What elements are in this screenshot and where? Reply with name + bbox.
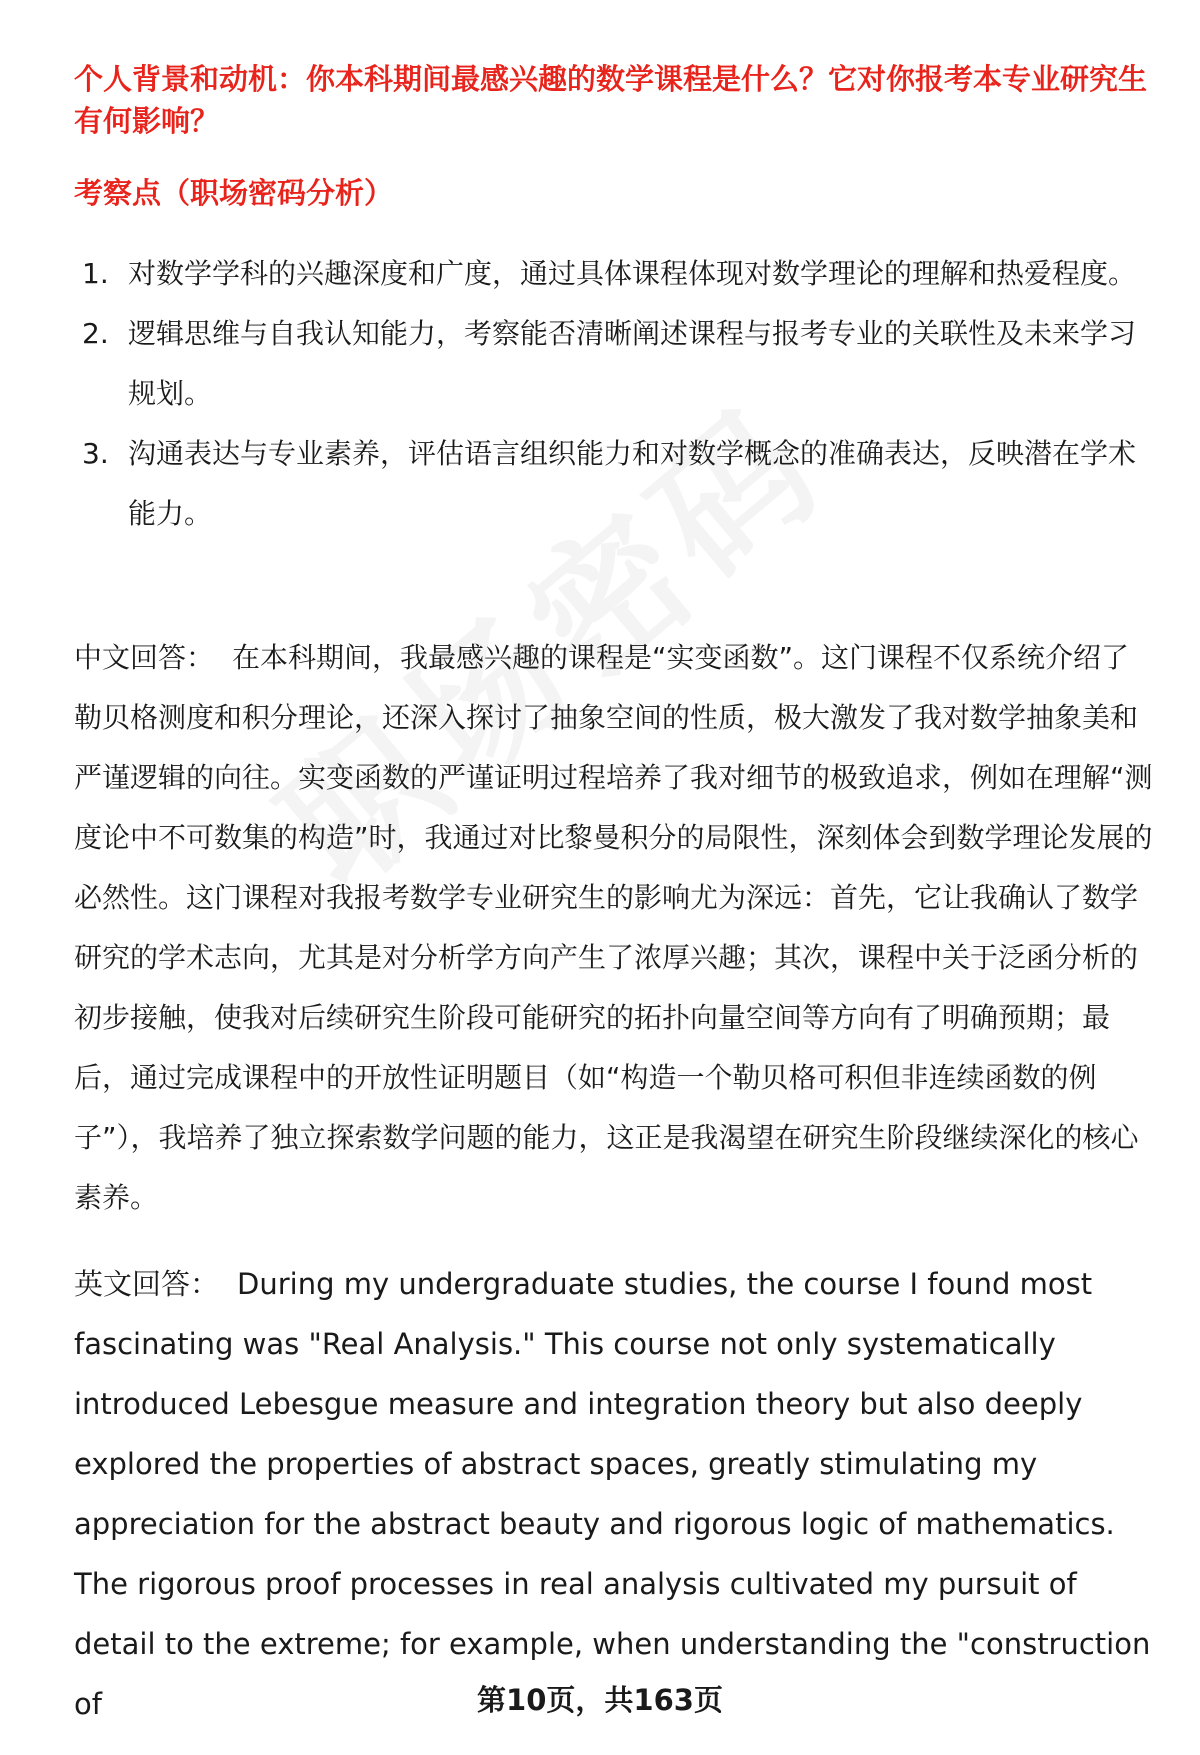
list-item-number: 1.: [82, 257, 109, 290]
list-item: [82, 424, 1152, 544]
question-heading: 个人背景和动机：你本科期间最感兴趣的数学课程是什么？它对你报考本专业研究生有何影响？: [74, 62, 1148, 138]
list-item-number: 3.: [82, 437, 109, 470]
list-item: [82, 304, 1152, 424]
list-item-text: 对数学学科的兴趣深度和广度，通过具体课程体现对数学理论的理解和热爱程度。: [128, 257, 1137, 290]
chinese-answer-text: 在本科期间，我最感兴趣的课程是“实变函数”。这门课程不仅系统介绍了勒贝格测度和积分理论，还深入探讨了抽象空间的性质，极大激发了我对数学抽象美和严谨逻辑的向往。实变函数的严谨证明过程培养了我对细节的极致追求，例如在理解“测度论中不可数集的构造”时，我通过对比黎曼积分的局限性，深刻体会到数学理论发展的必然性。这门课程对我报考数学专业研究生的影响尤为深远：首先，它让我确认了数学研究的学术志向，尤其是对分析学方向产生了浓厚兴趣；其次，课程中关于泛函分析的初步接触，使我对后续研究生阶段可能研究的拓扑向量空间等方向有了明确预期；最后，通过完成课程中的开放性证明题目（如“构造一个勒贝格可积但非连续函数的例子”），我培养了独立探索数学问题的能力，这正是我渴望在研究生阶段继续深化的核心素养。: [74, 641, 1153, 1214]
list-item-text: 逻辑思维与自我认知能力，考察能否清晰阐述课程与报考专业的关联性及未来学习规划。: [128, 317, 1137, 410]
assessment-points-list: [82, 244, 1152, 544]
list-item-number: 2.: [82, 317, 109, 350]
english-answer-text: During my undergraduate studies, the course I found most fascinating was "Real Analysis." This course not only systematically introduced Lebesgue measure and integration theory but also deeply explored the properties of abstract spaces, greatly stimulating my appreciation for the abstract beauty and rigorous logic of mathematics. The rigorous proof processes in real analysis cultivated my pursuit of detail to the extreme; for example, when understanding the "construction of: [74, 1267, 1151, 1721]
english-answer-label: 英文回答：: [74, 1267, 220, 1301]
list-item-text: 沟通表达与专业素养，评估语言组织能力和对数学概念的准确表达，反映潜在学术能力。: [128, 437, 1137, 530]
list-item: [82, 244, 1152, 304]
section-title: 考察点（职场密码分析）: [74, 176, 394, 210]
chinese-answer-label: 中文回答：: [74, 641, 215, 674]
chinese-answer: [74, 628, 1156, 1228]
english-answer: [74, 1254, 1156, 1734]
page-number: 第10页，共163页: [477, 1683, 723, 1717]
